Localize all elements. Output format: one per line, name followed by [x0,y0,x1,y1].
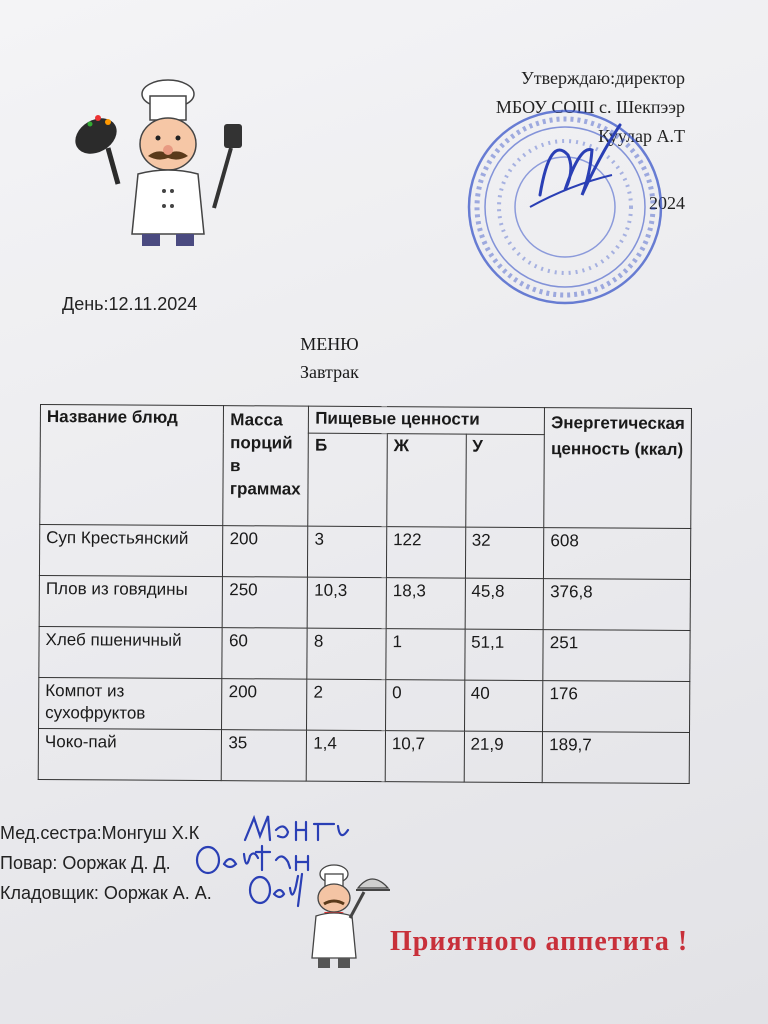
chef-hat [142,80,194,120]
dish-mass: 60 [222,628,307,680]
dish-fat: 122 [386,527,465,578]
dish-protein: 10,3 [307,577,386,628]
dish-carbs: 51,1 [464,629,543,680]
table-row [39,575,690,630]
menu-table [38,404,692,784]
dish-name: Чоко-пай [38,728,222,780]
approval-year: 2024 [649,193,685,213]
dish-energy: 189,7 [542,732,689,784]
dish-protein: 8 [307,628,386,679]
dish-name: Компот из сухофруктов [39,677,223,729]
dish-fat: 1 [386,629,465,680]
nurse-line [0,818,212,848]
header-portion-mass: Масса порций в граммах [223,406,309,527]
menu-heading [300,330,359,386]
dish-energy: 176 [543,681,690,733]
dish-carbs: 32 [465,527,544,578]
dish-name: Суп Крестьянский [39,525,223,577]
nurse-label: Мед.сестра:Монгуш Х.К [0,823,200,843]
dish-mass: 200 [222,679,307,731]
dish-fat: 0 [385,680,464,731]
dish-carbs: 45,8 [465,578,544,629]
bon-appetit-text: Приятного аппетита ! [390,926,689,957]
dish-energy: 608 [544,528,691,580]
chef-body [132,170,204,246]
dish-name: Хлеб пшеничный [39,626,223,678]
table-row [38,728,689,783]
header-nutrition: Пищевые ценности [309,406,545,434]
frying-pan [69,111,123,184]
cook-label: Повар: Ооржак Д. Д. [0,853,171,873]
dish-fat: 10,7 [385,731,464,782]
dish-protein: 2 [307,679,386,730]
header-protein: Б [308,433,387,526]
approval-director-name: Куулар А.Т [598,126,685,146]
staff-signatures [0,818,212,908]
header-carbs: У [465,434,544,527]
dish-protein: 3 [308,526,387,577]
table-row [39,525,690,580]
dish-energy: 376,8 [543,579,690,631]
dish-name: Плов из говядины [39,575,223,627]
dish-mass: 250 [223,577,308,629]
header-dish-name: Название блюд [40,405,224,526]
table-row [39,677,690,732]
spatula [214,124,242,208]
header-fat: Ж [387,434,466,527]
dish-carbs: 21,9 [464,731,543,782]
approval-school: МБОУ СОШ с. Шекпээр [495,97,685,117]
menu-title: МЕНЮ [300,334,359,354]
dish-mass: 200 [223,526,308,578]
approval-title: Утверждаю:директор [521,68,685,88]
dish-protein: 1,4 [307,730,386,781]
table-row [39,626,690,681]
chef-illustration [68,76,253,251]
dish-energy: 251 [543,630,690,682]
menu-date: День:12.11.2024 [62,294,198,314]
dish-carbs: 40 [464,680,543,731]
chef-waiter-illustration [300,860,392,972]
dish-fat: 18,3 [386,578,465,629]
storekeeper-line [0,878,212,908]
chef-face [140,118,196,170]
cook-line [0,848,212,878]
header-energy: Энергетическая ценность (ккал) [544,408,691,529]
storekeeper-signature [246,868,306,910]
meal-name: Завтрак [300,362,359,382]
dish-mass: 35 [222,730,307,782]
director-signature [520,115,630,215]
storekeeper-label: Кладовщик: Ооржак А. А. [0,883,212,903]
